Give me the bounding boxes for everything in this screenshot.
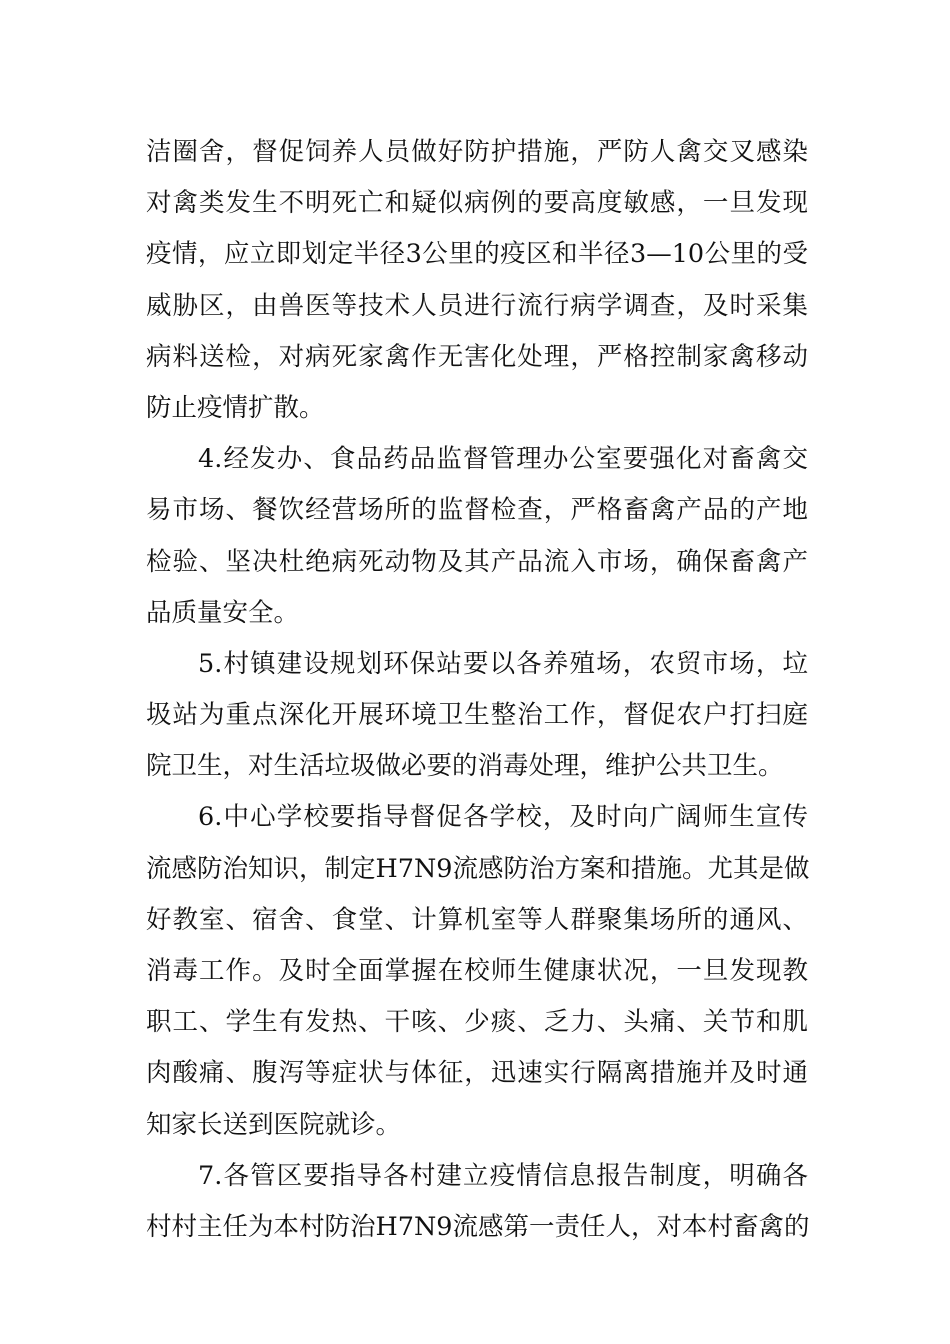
document-body <box>146 127 808 1253</box>
text-line: 村村主任为本村防治H7N9流感第一责任人，对本村畜禽的 <box>146 1211 810 1242</box>
text-line: 检验、坚决杜绝病死动物及其产品流入市场，确保畜禽产 <box>146 546 808 577</box>
text-line: 好教室、宿舍、食堂、计算机室等人群聚集场所的通风、 <box>146 904 808 935</box>
text-line: 6.中心学校要指导督促各学校，及时向广阔师生宣传 <box>198 802 808 833</box>
text-line: 知家长送到医院就诊。 <box>146 1109 402 1140</box>
text-line: 流感防治知识，制定H7N9流感防治方案和措施。尤其是做 <box>146 853 810 884</box>
text-line: 5.村镇建设规划环保站要以各养殖场，农贸市场，垃 <box>198 648 808 679</box>
text-line: 威胁区，由兽医等技术人员进行流行病学调查，及时采集 <box>146 290 808 321</box>
text-line: 7.各管区要指导各村建立疫情信息报告制度，明确各 <box>198 1160 808 1191</box>
text-line: 对禽类发生不明死亡和疑似病例的要高度敏感，一旦发现 <box>146 188 808 219</box>
paragraph-continued <box>146 127 808 434</box>
text-line: 圾站为重点深化开展环境卫生整治工作，督促农户打扫庭 <box>146 700 808 731</box>
text-line: 洁圈舍，督促饲养人员做好防护措施，严防人禽交叉感染 <box>146 137 808 167</box>
text-line: 易市场、餐饮经营场所的监督检查，严格畜禽产品的产地 <box>146 495 808 526</box>
paragraph-item-6 <box>146 792 808 1150</box>
text-line: 院卫生，对生活垃圾做必要的消毒处理，维护公共卫生。 <box>146 751 784 782</box>
paragraph-item-4 <box>146 434 808 639</box>
text-line: 品质量安全。 <box>146 597 300 628</box>
text-line: 病料送检，对病死家禽作无害化处理，严格控制家禽移动 <box>146 341 808 372</box>
text-line: 疫情，应立即划定半径3公里的疫区和半径3—10公里的受 <box>146 239 808 270</box>
text-line: 4.经发办、食品药品监督管理办公室要强化对畜禽交 <box>198 444 808 475</box>
text-line: 消毒工作。及时全面掌握在校师生健康状况，一旦发现教 <box>146 956 808 986</box>
text-line: 肉酸痛、腹泻等症状与体征，迅速实行隔离措施并及时通 <box>146 1058 808 1089</box>
text-line: 职工、学生有发热、干咳、少痰、乏力、头痛、关节和肌 <box>146 1007 808 1038</box>
paragraph-item-5 <box>146 639 808 793</box>
paragraph-item-7 <box>146 1151 808 1253</box>
text-line: 防止疫情扩散。 <box>146 392 325 423</box>
